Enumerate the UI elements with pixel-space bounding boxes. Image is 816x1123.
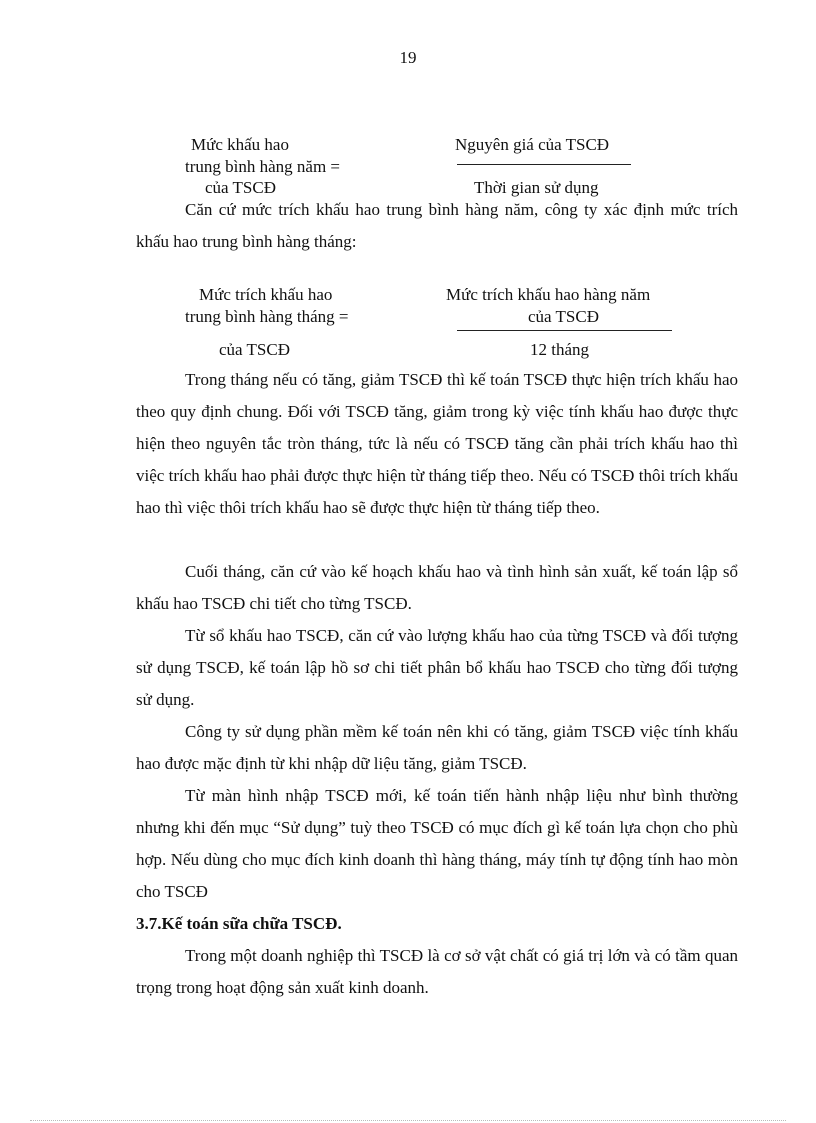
formula2-numerator-line1: Mức trích khấu hao hàng năm bbox=[446, 285, 651, 304]
formula2-fraction-bar bbox=[457, 330, 672, 331]
formula1-fraction-bar bbox=[457, 164, 631, 165]
page-number: 19 bbox=[399, 48, 417, 67]
paragraph-2: Trong tháng nếu có tăng, giảm TSCĐ thì kế toán TSCĐ thực hiện trích khấu hao theo quy định chung. Đối với TSCĐ tăng, giảm trong kỳ việc tính khấu hao được thực hiện theo nguyên tắc tròn tháng, tức là nếu có TSCĐ tăng cần phải trích khấu hao thì việc trích khấu hao phải được thực hiện từ tháng tiếp theo. Nếu có TSCĐ thôi trích khấu hao thì việc thôi trích khấu hao sẽ được thực hiện từ tháng tiếp theo. bbox=[136, 370, 738, 517]
formula2-denominator: 12 tháng bbox=[530, 340, 590, 359]
paragraph-4: Từ sổ khấu hao TSCĐ, căn cứ vào lượng khấu hao của từng TSCĐ và đối tượng sử dụng TSCĐ, kế toán lập hồ sơ chi tiết phân bổ khấu hao TSCĐ cho từng đối tượng sử dụng. bbox=[136, 626, 738, 709]
paragraph-1: Căn cứ mức trích khấu hao trung bình hàng năm, công ty xác định mức trích khấu hao trung bình hàng tháng: bbox=[136, 200, 738, 251]
paragraph-5: Công ty sử dụng phần mềm kế toán nên khi có tăng, giảm TSCĐ việc tính khấu hao được mặc định từ khi nhập dữ liệu tăng, giảm TSCĐ. bbox=[136, 722, 738, 773]
section-heading: 3.7.Kế toán sữa chữa TSCĐ. bbox=[136, 914, 342, 933]
formula1-left-line2: trung bình hàng năm = bbox=[185, 157, 341, 176]
formula2-left-line3: của TSCĐ bbox=[219, 340, 290, 359]
formula2-left-line2: trung bình hàng tháng = bbox=[185, 307, 349, 326]
paragraph-3: Cuối tháng, căn cứ vào kế hoạch khấu hao và tình hình sản xuất, kế toán lập sổ khấu hao TSCĐ chi tiết cho từng TSCĐ. bbox=[136, 562, 738, 613]
formula2-numerator-line2: của TSCĐ bbox=[528, 307, 599, 326]
formula2-left-line1: Mức trích khấu hao bbox=[199, 285, 333, 304]
paragraph-6: Từ màn hình nhập TSCĐ mới, kế toán tiến hành nhập liệu như bình thường nhưng khi đến mục “Sử dụng” tuỳ theo TSCĐ có mục đích gì kế toán lựa chọn cho phù hợp. Nếu dùng cho mục đích kinh doanh thì hàng tháng, máy tính tự động tính hao mòn cho TSCĐ bbox=[136, 786, 738, 901]
formula1-numerator: Nguyên giá của TSCĐ bbox=[455, 135, 610, 154]
formula1-left-line1: Mức khấu hao bbox=[191, 135, 289, 154]
paragraph-7: Trong một doanh nghiệp thì TSCĐ là cơ sở vật chất có giá trị lớn và có tầm quan trọng trong hoạt động sản xuất kinh doanh. bbox=[136, 946, 738, 997]
formula1-denominator: Thời gian sử dụng bbox=[474, 178, 599, 197]
formula1-left-line3: của TSCĐ bbox=[205, 178, 276, 197]
footer-divider bbox=[30, 1120, 786, 1121]
